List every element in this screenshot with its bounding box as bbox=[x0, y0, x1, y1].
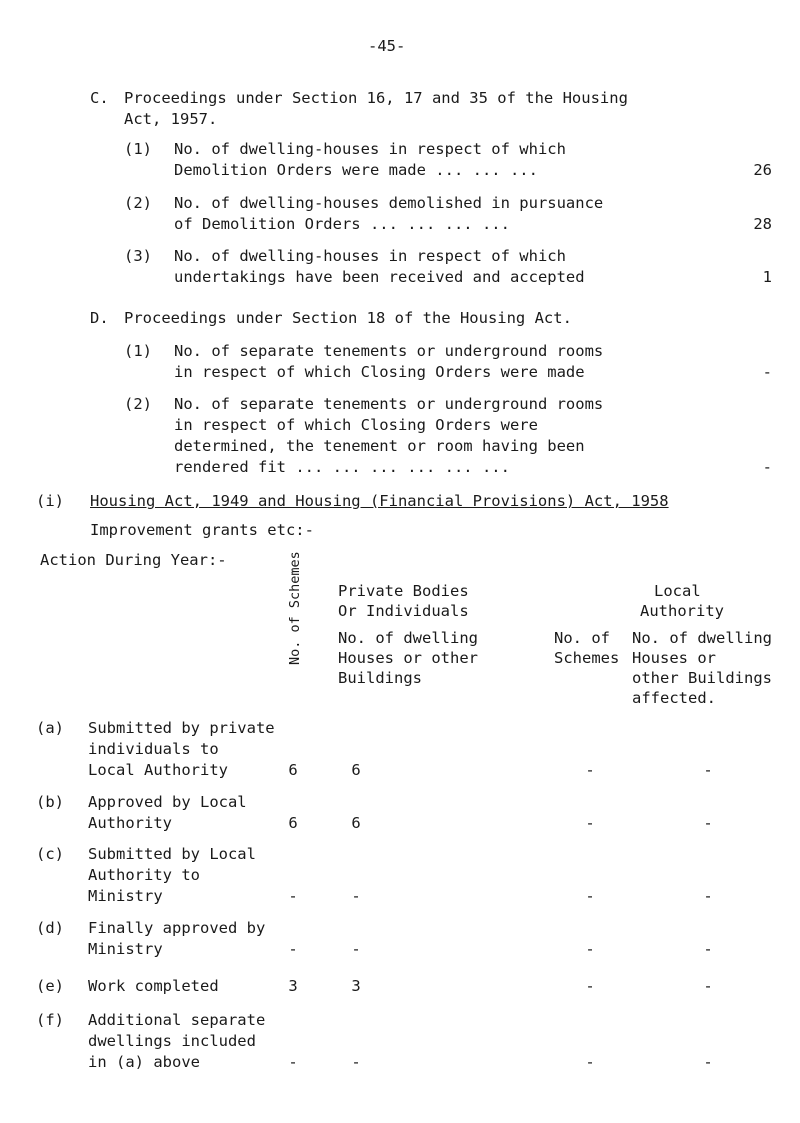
header-local-dwellings: other Buildings bbox=[632, 669, 772, 687]
header-local-schemes: No. of bbox=[554, 629, 610, 647]
cell-schemes: 6 bbox=[288, 814, 298, 832]
header-local-schemes: Schemes bbox=[554, 649, 620, 667]
cell-schemes: - bbox=[288, 940, 298, 958]
cell-schemes: - bbox=[288, 887, 298, 905]
item-number: (1) bbox=[124, 140, 152, 158]
item-value: 28 bbox=[753, 215, 772, 233]
item-number: (3) bbox=[124, 247, 152, 265]
row-desc: Authority to bbox=[88, 866, 200, 884]
section-i-subtitle: Improvement grants etc:- bbox=[90, 521, 314, 539]
item-value: 1 bbox=[762, 268, 772, 286]
cell-private: - bbox=[351, 1053, 361, 1071]
section-d-label: D. bbox=[90, 309, 109, 327]
item-text: of Demolition Orders ... ... ... ... bbox=[174, 215, 510, 233]
row-desc: individuals to bbox=[88, 740, 219, 758]
section-c-label: C. bbox=[90, 89, 109, 107]
row-label: (b) bbox=[36, 793, 64, 811]
item-text: No. of separate tenements or underground rooms bbox=[174, 342, 604, 360]
item-text: No. of dwelling-houses in respect of which bbox=[174, 247, 566, 265]
header-local-dwellings: affected. bbox=[632, 689, 716, 707]
row-desc: Work completed bbox=[88, 977, 219, 995]
row-label: (e) bbox=[36, 977, 64, 995]
row-label: (a) bbox=[36, 719, 64, 737]
cell-private: 3 bbox=[351, 977, 361, 995]
item-text: in respect of which Closing Orders were bbox=[174, 416, 538, 434]
header-private-col: No. of dwelling bbox=[338, 629, 478, 647]
row-desc: Ministry bbox=[88, 887, 163, 905]
row-label: (c) bbox=[36, 845, 64, 863]
item-text: No. of dwelling-houses in respect of which bbox=[174, 140, 566, 158]
item-number: (1) bbox=[124, 342, 152, 360]
cell-local-dwellings: - bbox=[703, 887, 713, 905]
item-value: - bbox=[762, 363, 772, 381]
cell-private: 6 bbox=[351, 761, 361, 779]
section-i-title: Housing Act, 1949 and Housing (Financial Provisions) Act, 1958 bbox=[90, 492, 669, 510]
cell-local-schemes: - bbox=[585, 887, 595, 905]
item-number: (2) bbox=[124, 194, 152, 212]
row-desc: Additional separate bbox=[88, 1011, 266, 1029]
header-local-group: Local bbox=[654, 582, 701, 600]
row-desc: in (a) above bbox=[88, 1053, 200, 1071]
row-desc: dwellings included bbox=[88, 1032, 256, 1050]
row-desc: Submitted by private bbox=[88, 719, 275, 737]
cell-schemes: - bbox=[288, 1053, 298, 1071]
header-local-dwellings: Houses or bbox=[632, 649, 716, 667]
cell-local-dwellings: - bbox=[703, 977, 713, 995]
header-no-of-schemes: No. of Schemes bbox=[287, 551, 303, 665]
cell-schemes: 6 bbox=[288, 761, 298, 779]
cell-local-schemes: - bbox=[585, 814, 595, 832]
cell-private: 6 bbox=[351, 814, 361, 832]
row-desc: Local Authority bbox=[88, 761, 228, 779]
item-value: - bbox=[762, 458, 772, 476]
row-desc: Finally approved by bbox=[88, 919, 266, 937]
section-i-label: (i) bbox=[36, 492, 64, 510]
row-label: (d) bbox=[36, 919, 64, 937]
cell-local-dwellings: - bbox=[703, 940, 713, 958]
action-heading: Action During Year:- bbox=[40, 551, 227, 569]
row-desc: Approved by Local bbox=[88, 793, 247, 811]
header-private-col: Buildings bbox=[338, 669, 422, 687]
cell-local-dwellings: - bbox=[703, 814, 713, 832]
section-c-title-line1: Proceedings under Section 16, 17 and 35 of the Housing bbox=[124, 89, 628, 107]
item-value: 26 bbox=[753, 161, 772, 179]
cell-local-schemes: - bbox=[585, 1053, 595, 1071]
row-label: (f) bbox=[36, 1011, 64, 1029]
item-number: (2) bbox=[124, 395, 152, 413]
item-text: determined, the tenement or room having been bbox=[174, 437, 585, 455]
cell-private: - bbox=[351, 887, 361, 905]
item-text: in respect of which Closing Orders were made bbox=[174, 363, 585, 381]
item-text: undertakings have been received and accepted bbox=[174, 268, 585, 286]
header-local-dwellings: No. of dwelling bbox=[632, 629, 772, 647]
cell-local-dwellings: - bbox=[703, 1053, 713, 1071]
item-text: Demolition Orders were made ... ... ... bbox=[174, 161, 538, 179]
cell-local-schemes: - bbox=[585, 940, 595, 958]
row-desc: Authority bbox=[88, 814, 172, 832]
row-desc: Ministry bbox=[88, 940, 163, 958]
item-text: No. of dwelling-houses demolished in pursuance bbox=[174, 194, 604, 212]
section-d-title: Proceedings under Section 18 of the Housing Act. bbox=[124, 309, 572, 327]
cell-private: - bbox=[351, 940, 361, 958]
header-private-group: Or Individuals bbox=[338, 602, 469, 620]
page-number: -45- bbox=[368, 37, 406, 55]
section-c-title-line2: Act, 1957. bbox=[124, 110, 218, 128]
item-text: No. of separate tenements or underground rooms bbox=[174, 395, 604, 413]
header-private-col: Houses or other bbox=[338, 649, 478, 667]
header-local-group: Authority bbox=[640, 602, 724, 620]
header-private-group: Private Bodies bbox=[338, 582, 469, 600]
item-text: rendered fit ... ... ... ... ... ... bbox=[174, 458, 510, 476]
cell-local-schemes: - bbox=[585, 761, 595, 779]
row-desc: Submitted by Local bbox=[88, 845, 256, 863]
cell-local-schemes: - bbox=[585, 977, 595, 995]
cell-local-dwellings: - bbox=[703, 761, 713, 779]
cell-schemes: 3 bbox=[288, 977, 298, 995]
